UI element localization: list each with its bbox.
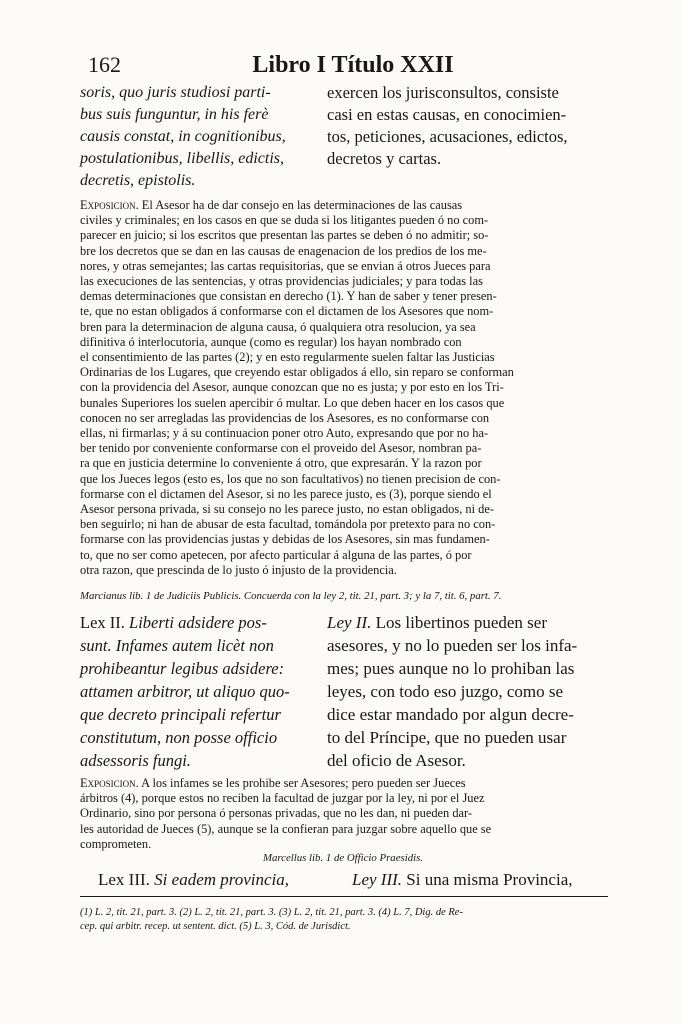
spanish-line: casi en estas causas, en conocimien- bbox=[327, 105, 567, 124]
law-heading-latin: Lex II. bbox=[80, 613, 125, 632]
exposition-line: difinitiva ó interlocutoria, aunque (como es regular) los hayan nombrado con bbox=[80, 334, 462, 349]
law3-latin-heading bbox=[98, 870, 289, 890]
law-heading-spanish: Ley II. bbox=[327, 613, 372, 632]
exposition-line: formarse con el dictamen del Asesor, si no les parece justo, es (3), porque siendo el bbox=[80, 486, 492, 501]
spanish-line: leyes, con todo eso juzgo, como se bbox=[327, 682, 564, 701]
exposition-line: árbitros (4), porque estos no reciben la facultad de juzgar por la ley, ni por el Juez bbox=[80, 791, 485, 806]
exposition-line: ra que en justicia determine lo conveniente á otro, que expresarán. Y la razon por bbox=[80, 456, 482, 471]
spanish-column-law2 bbox=[327, 611, 605, 772]
spanish-line: to del Príncipe, que no pueden usar bbox=[327, 728, 567, 747]
latin-line: attamen arbitror, ut aliquo quo- bbox=[80, 682, 290, 701]
exposition-label: Exposicion. bbox=[80, 198, 139, 212]
law3-spanish-heading bbox=[352, 870, 573, 890]
exposition-line: El Asesor ha de dar consejo en las determinaciones de las causas bbox=[138, 198, 463, 212]
exposition-law2 bbox=[80, 776, 606, 852]
exposition-line: las execuciones de las sentencias, y otras providencias judiciales; y para todas las bbox=[80, 274, 483, 289]
latin-line: causis constat, in cognitionibus, bbox=[80, 128, 286, 145]
page-header bbox=[80, 52, 606, 82]
latin-line: prohibeantur legibus adsidere: bbox=[80, 659, 285, 678]
footnote-line: (1) L. 2, tit. 21, part. 3. (2) L. 2, tit. 21, part. 3. (3) L. 2, tit. 21, part. 3. (4) L. 7, Dig. de Re- bbox=[80, 907, 463, 918]
exposition-line: Ordinario, sino por persona ó personas privadas, que no les dan, ni pueden dar- bbox=[80, 806, 473, 821]
latin-line: decretis, epistolis. bbox=[80, 172, 196, 189]
latin-line: constitutum, non posse officio bbox=[80, 728, 278, 747]
exposition-line: to, que no ser como apetecen, por afecto particular á alguna de las partes, ó por bbox=[80, 547, 472, 562]
source-citation: Marcianus lib. 1 de Judiciis Publicis. Concuerda con la ley 2, tit. 21, part. 3; y la 7, tit. 6, part. 7. bbox=[80, 590, 502, 602]
spanish-line: mes; pues aunque no lo prohiban las bbox=[327, 659, 575, 678]
exposition-line: A los infames se les prohibe ser Asesores; pero pueden ser Jueces bbox=[138, 776, 466, 790]
exposition-line: bre los decretos que se dan en las causas de enagenacion de los predios de los me- bbox=[80, 243, 487, 258]
exposition-line: ellas, ni firmarlas; y á su continuacion poner otro Auto, expresando que por no ha- bbox=[80, 426, 489, 441]
latin-line: adsessoris fungi. bbox=[80, 751, 191, 770]
footnotes bbox=[80, 906, 608, 934]
footnote-divider bbox=[80, 896, 608, 897]
exposition-line: nores, y otras semejantes; las cartas requisitorias, que se envian á otros Jueces para bbox=[80, 258, 491, 273]
exposition-law1 bbox=[80, 198, 606, 578]
spanish-line: Los libertinos pueden ser bbox=[375, 613, 548, 632]
exposition-line: les autoridad de Jueces (5), aunque se la confieran para juzgar sobre aquello que se bbox=[80, 821, 492, 836]
latin-line: Si eadem provincia, bbox=[154, 870, 290, 889]
source-citation: Marcellus lib. 1 de Officio Praesidis. bbox=[262, 852, 424, 864]
latin-column-law1 bbox=[80, 82, 320, 192]
spanish-line: exercen los jurisconsultos, consiste bbox=[327, 83, 559, 102]
exposition-line: te, que no estan obligados á conformarse con el dictamen de los Asesores que nom- bbox=[80, 304, 494, 319]
law-heading-latin: Lex III. bbox=[98, 870, 150, 889]
spanish-line: dice estar mandado por algun decre- bbox=[327, 705, 574, 724]
exposition-line: civiles y criminales; en los casos en que se duda si los litigantes pueden ó no com- bbox=[80, 213, 489, 228]
exposition-line: demas determinaciones que consistan en derecho (1). Y han de saber y tener presen- bbox=[80, 289, 497, 304]
exposition-line: Ordinarias de los Lugares, que creyendo estar obligados á ello, sin reparo se conforman bbox=[80, 365, 514, 380]
exposition-line: bren para la determinacion de alguna causa, ó qualquiera otra resolucion, ya sea bbox=[80, 319, 476, 334]
exposition-line: parecer en juicio; si los escritos que presentan las partes se deben ó no admitir; so- bbox=[80, 228, 489, 243]
latin-line: que decreto principali refertur bbox=[80, 705, 281, 724]
exposition-line: ben seguirlo; ni han de abusar de esta facultad, tomándola por pretexto para no con- bbox=[80, 517, 496, 532]
exposition-line: bunales Superiores los suelen apercibir ó multar. Lo que deben hacer en los casos que bbox=[80, 395, 505, 410]
exposition-line: comprometen. bbox=[80, 836, 152, 851]
exposition-line: ber tenido por conveniente conformarse con el proveido del Asesor, nombran pa- bbox=[80, 441, 482, 456]
exposition-line: formarse con las providencias justas y debidas de los Asesores, sin mas fundamen- bbox=[80, 532, 490, 547]
footnote-line: cep. qui arbitr. recep. ut sentent. dict. (5) L. 3, Cód. de Jurisdict. bbox=[80, 921, 351, 932]
latin-line: bus suis funguntur, in his ferè bbox=[80, 106, 269, 123]
exposition-line: el consentimiento de las partes (2); y en esto regularmente suelen faltar las Justicias bbox=[80, 350, 495, 365]
law-heading-spanish: Ley III. bbox=[352, 870, 403, 889]
latin-column-law2 bbox=[80, 611, 320, 772]
latin-line: postulationibus, libellis, edictis, bbox=[80, 150, 284, 167]
spanish-column-law1 bbox=[327, 82, 605, 170]
page-number: 162 bbox=[88, 52, 121, 77]
exposition-line: Asesor persona privada, si su consejo no les parece justo, no estan obligados, ni de- bbox=[80, 502, 494, 517]
spanish-line: tos, peticiones, acusaciones, edictos, bbox=[327, 127, 568, 146]
running-title: Libro I Título XXII bbox=[252, 52, 454, 78]
spanish-line: decretos y cartas. bbox=[327, 149, 442, 168]
exposition-line: con la providencia del Asesor, aunque conozcan que no es justa; y por esto en los Tri- bbox=[80, 380, 504, 395]
exposition-line: que los Jueces legos (esto es, los que no son facultativos) no tienen precision de con- bbox=[80, 471, 501, 486]
exposition-line: otra razon, que prescinda de lo justo ó injusto de la providencia. bbox=[80, 562, 397, 577]
exposition-line: conocen no ser arregladas las providencias de los Asesores, es no conformarse con bbox=[80, 410, 490, 425]
latin-line: soris, quo juris studiosi parti- bbox=[80, 84, 271, 101]
spanish-line: del oficio de Asesor. bbox=[327, 751, 466, 770]
exposition-label: Exposicion. bbox=[80, 776, 139, 790]
latin-line: sunt. Infames autem licèt non bbox=[80, 636, 274, 655]
spanish-line: Si una misma Provincia, bbox=[406, 870, 573, 889]
spanish-line: asesores, y no lo pueden ser los infa- bbox=[327, 636, 578, 655]
latin-line: Liberti adsidere pos- bbox=[129, 613, 267, 632]
